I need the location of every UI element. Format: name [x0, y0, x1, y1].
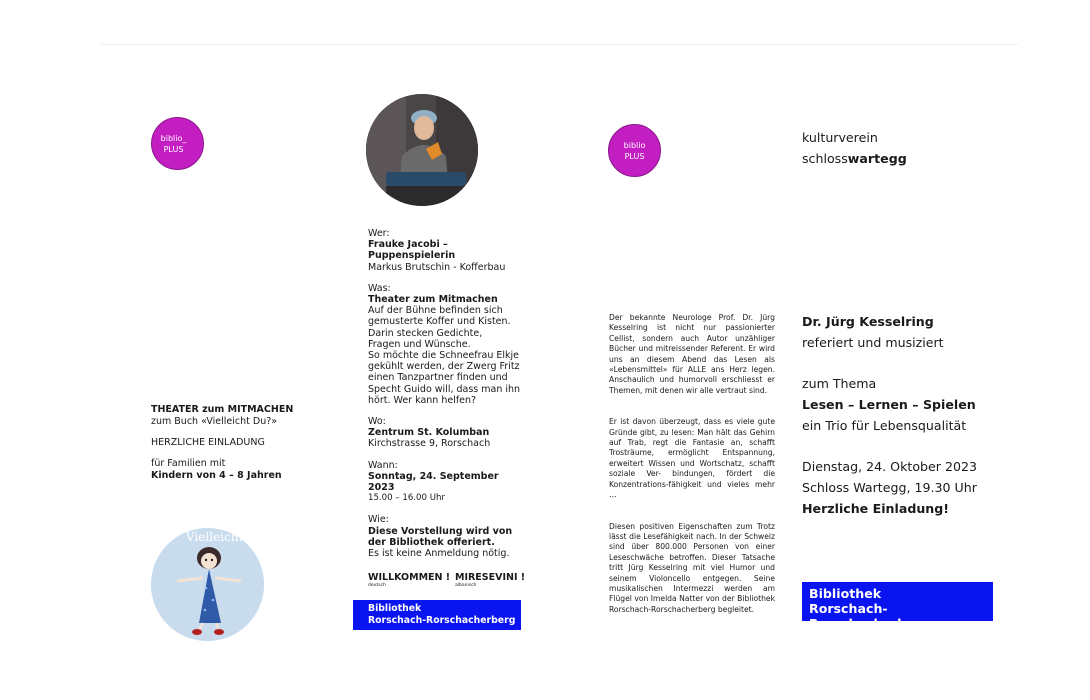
- description-paragraph: Der bekannte Neurologe Prof. Dr. Jürg Kesselring ist nicht nur passionierter Cellist, sondern auch Autor unzähliger Bücher und mitreissender Referent. Er wird uns an diesem Abend das Lesen als «Lebensmittel» für ALLE ans Herz legen. Anschaulich und humorvoll erschliesst er Themen, mit denen wir alle vertraut sind.: [609, 313, 775, 395]
- library-line-2: Rorschach-Rorschacherberg: [809, 601, 930, 631]
- library-line-1: Bibliothek: [809, 586, 882, 601]
- what-title: Theater zum Mitmachen: [368, 294, 498, 306]
- lecture-invite: Herzliche Einladung!: [802, 501, 950, 516]
- when-label: Wann:: [368, 459, 398, 471]
- event-summary: [151, 404, 341, 482]
- how-line-3: Es ist keine Anmeldung nötig.: [368, 548, 510, 560]
- girl-illustration: [151, 528, 264, 641]
- where-name: Zentrum St. Kolumban: [368, 427, 490, 439]
- performer-photo: [366, 94, 478, 206]
- welcome-albanian-lang: albanisch: [455, 583, 477, 588]
- who-name: Frauke Jacobi – Puppenspielerin: [368, 239, 456, 262]
- topic-subtitle: ein Trio für Lebensqualität: [802, 418, 967, 433]
- topic-label: zum Thema: [802, 376, 877, 391]
- how-label: Wie:: [368, 514, 389, 526]
- kv-wartegg: wartegg: [847, 151, 907, 166]
- speaker-name: Dr. Jürg Kesselring: [802, 314, 934, 329]
- welcome-albanian: [455, 572, 525, 589]
- what-line: Darin stecken Gedichte,: [368, 327, 483, 339]
- how-line-1: Diese Vorstellung wird von: [368, 525, 513, 537]
- description-text: [609, 313, 775, 636]
- logo-line-2: PLUS: [163, 144, 184, 154]
- library-label-box: [353, 600, 521, 630]
- logo-line-2: PLUS: [624, 151, 645, 161]
- when-date: Sonntag, 24. September 2023: [368, 470, 499, 494]
- what-line: einen Tanzpartner finden und: [368, 372, 508, 384]
- lecture-date: Dienstag, 24. Oktober 2023: [802, 459, 977, 474]
- event-title: THEATER zum MITMACHEN: [151, 404, 294, 415]
- biblio-plus-logo: [608, 124, 661, 177]
- what-line: Specht Guido will, dass man ihn: [368, 383, 521, 395]
- library-line-2: Rorschach-Rorschacherberg: [368, 615, 516, 626]
- what-line: Auf der Bühne befinden sich: [368, 305, 503, 317]
- audience-text: für Familien mit: [151, 458, 226, 469]
- kv-schloss: schloss: [802, 151, 848, 166]
- what-line: gekühlt werden, der Zwerg Fritz: [368, 361, 520, 373]
- what-line: Fragen und Wünsche.: [368, 338, 471, 350]
- welcome-german: [368, 572, 450, 589]
- welcome-albanian-text: MIRESEVINI !: [455, 572, 526, 583]
- book-cover-illustration: [151, 528, 264, 641]
- when-time: 15.00 – 16.00 Uhr: [368, 493, 445, 504]
- what-line: hört. Wer kann helfen?: [368, 394, 477, 406]
- age-range: Kindern von 4 – 8 Jahren: [151, 470, 282, 481]
- what-line: So möchte die Schneefrau Elkje: [368, 350, 520, 362]
- lecture-details: [802, 311, 1002, 519]
- kv-line-1: kulturverein: [802, 130, 878, 145]
- who-label: Wer:: [368, 228, 390, 239]
- invite-text: HERZLICHE EINLADUNG: [151, 437, 265, 448]
- lecture-venue: Schloss Wartegg, 19.30 Uhr: [802, 480, 977, 495]
- what-label: Was:: [368, 282, 391, 294]
- logo-line-1: biblio_: [160, 133, 187, 143]
- logo-line-1: biblio: [623, 140, 646, 150]
- performer-image: [366, 94, 478, 206]
- kulturverein-logo: [802, 127, 907, 169]
- top-divider: [100, 44, 1018, 45]
- kv-line-2: [802, 148, 907, 169]
- welcome-german-text: WILLKOMMEN !: [368, 572, 451, 583]
- description-paragraph: Er ist davon überzeugt, dass es viele gute Gründe gibt, zu lesen: Man hält das Gehirn auf Trab, regt die Fantasie an, schafft Trosträume, ermöglicht Entspannung, erweitert Wissen und Wortschatz, schafft soziale Ver- bindungen, fördert die Konzentrations-fähigkeit und vieles mehr …: [609, 417, 775, 500]
- biblio-plus-logo: [151, 117, 204, 170]
- event-details: [368, 228, 528, 559]
- book-title: Vielleicht: [186, 530, 244, 544]
- description-paragraph: Diesen positiven Eigenschaften zum Trotz lässt die Lesefähigkeit nach. In der Schweiz sind über 800.000 Personen von einer Leseschwäche betroffen. Dieser Tatsache tritt Jürg Kesselring mit viel Humor und seinem Violoncello entgegen. Seine musikalischen Intermezzi werden am Flügel von Imelda Natter von der Bibliothek Rorschach-Rorschacherberg begleitet.: [609, 521, 775, 614]
- library-label-box: [802, 582, 993, 631]
- who-extra: Markus Brutschin - Kofferbau: [368, 261, 506, 273]
- where-label: Wo:: [368, 416, 386, 428]
- library-line-1: Bibliothek: [368, 603, 422, 614]
- welcome-german-lang: deutsch: [368, 583, 386, 588]
- speaker-role: referiert und musiziert: [802, 335, 944, 350]
- where-address: Kirchstrasse 9, Rorschach: [368, 438, 491, 450]
- event-subtitle: zum Buch «Vielleicht Du?»: [151, 416, 278, 427]
- how-line-2: der Bibliothek offeriert.: [368, 536, 495, 548]
- what-line: gemusterte Koffer und Kisten.: [368, 316, 511, 328]
- topic-title: Lesen – Lernen – Spielen: [802, 397, 976, 412]
